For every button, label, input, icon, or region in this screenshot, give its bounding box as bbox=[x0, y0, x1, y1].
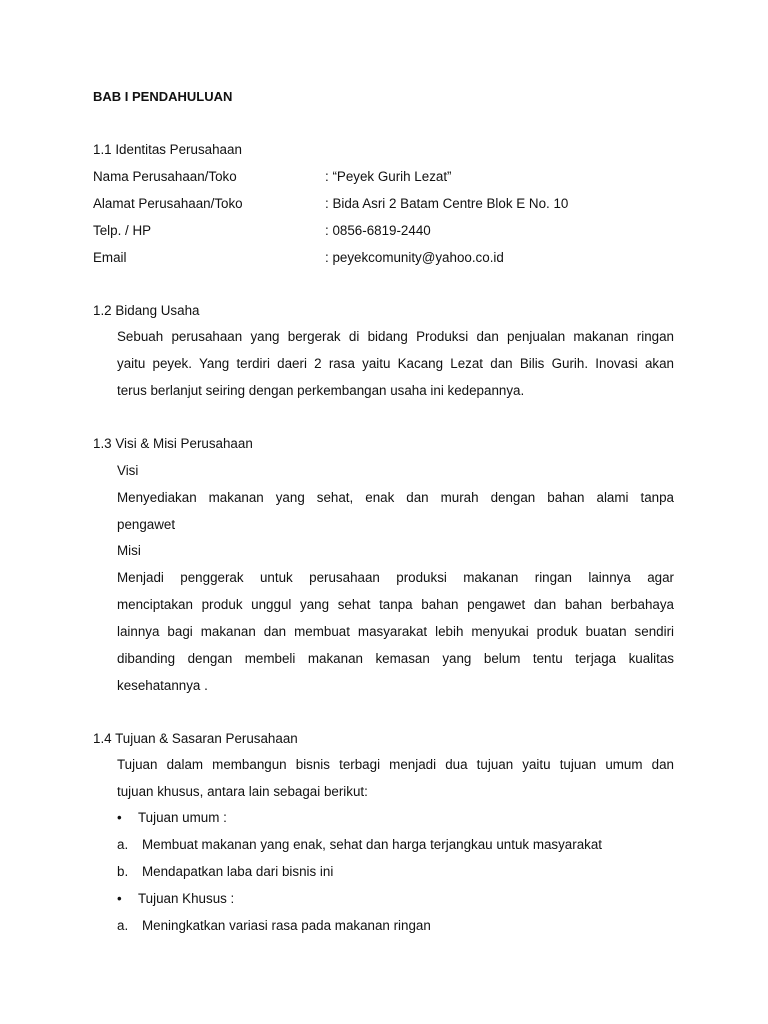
misi-text-line: menciptakan produk unggul yang sehat tanpa bahan pengawet dan bahan berbahaya bbox=[117, 597, 674, 612]
misi-text-line: Menjadi penggerak untuk perusahaan produksi makanan ringan lainnya agar bbox=[117, 570, 674, 585]
list-marker: a. bbox=[117, 918, 129, 933]
business-paragraph-line: yaitu peyek. Yang terdiri daeri 2 rasa yaitu Kacang Lezat dan Bilis Gurih. Inovasi akan bbox=[117, 356, 674, 371]
business-paragraph-line: terus berlanjut seiring dengan perkembangan usaha ini kedepannya. bbox=[117, 383, 525, 398]
misi-text-line: lainnya bagi makanan dan membuat masyarakat lebih menyukai produk buatan sendiri bbox=[117, 624, 674, 639]
company-email-value: : peyekcomunity@yahoo.co.id bbox=[325, 250, 504, 265]
visi-text-line: pengawet bbox=[117, 517, 176, 532]
section-1-3-title: 1.3 Visi & Misi Perusahaan bbox=[93, 436, 253, 451]
goals-intro-line: Tujuan dalam membangun bisnis terbagi menjadi dua tujuan yaitu tujuan umum dan bbox=[117, 757, 674, 772]
list-item: Meningkatkan variasi rasa pada makanan ringan bbox=[142, 918, 431, 933]
misi-text-line: kesehatannya . bbox=[117, 678, 208, 693]
bullet-icon: • bbox=[117, 810, 122, 825]
bullet-icon: • bbox=[117, 891, 122, 906]
company-name-value: : “Peyek Gurih Lezat” bbox=[325, 169, 452, 184]
section-1-2-title: 1.2 Bidang Usaha bbox=[93, 303, 200, 318]
business-paragraph-line: Sebuah perusahaan yang bergerak di bidang Produksi dan penjualan makanan ringan bbox=[117, 329, 674, 344]
specific-goals-label: Tujuan Khusus : bbox=[138, 891, 235, 906]
company-phone-value: : 0856-6819-2440 bbox=[325, 223, 431, 238]
company-address-label: Alamat Perusahaan/Toko bbox=[93, 196, 243, 211]
company-name-label: Nama Perusahaan/Toko bbox=[93, 169, 237, 184]
list-item: Mendapatkan laba dari bisnis ini bbox=[142, 864, 334, 879]
visi-label: Visi bbox=[117, 463, 139, 478]
visi-text-line: Menyediakan makanan yang sehat, enak dan murah dengan bahan alami tanpa bbox=[117, 490, 674, 505]
misi-label: Misi bbox=[117, 543, 141, 558]
general-goals-label: Tujuan umum : bbox=[138, 810, 227, 825]
list-marker: b. bbox=[117, 864, 129, 879]
chapter-heading: BAB I PENDAHULUAN bbox=[93, 89, 233, 104]
misi-text-line: dibanding dengan membeli makanan kemasan yang belum tentu terjaga kualitas bbox=[117, 651, 674, 666]
goals-intro-line: tujuan khusus, antara lain sebagai berikut: bbox=[117, 784, 368, 799]
company-email-label: Email bbox=[93, 250, 127, 265]
company-address-value: : Bida Asri 2 Batam Centre Blok E No. 10 bbox=[325, 196, 569, 211]
section-1-1-title: 1.1 Identitas Perusahaan bbox=[93, 142, 242, 157]
list-marker: a. bbox=[117, 837, 129, 852]
list-item: Membuat makanan yang enak, sehat dan harga terjangkau untuk masyarakat bbox=[142, 837, 603, 852]
company-phone-label: Telp. / HP bbox=[93, 223, 152, 238]
section-1-4-title: 1.4 Tujuan & Sasaran Perusahaan bbox=[93, 731, 298, 746]
